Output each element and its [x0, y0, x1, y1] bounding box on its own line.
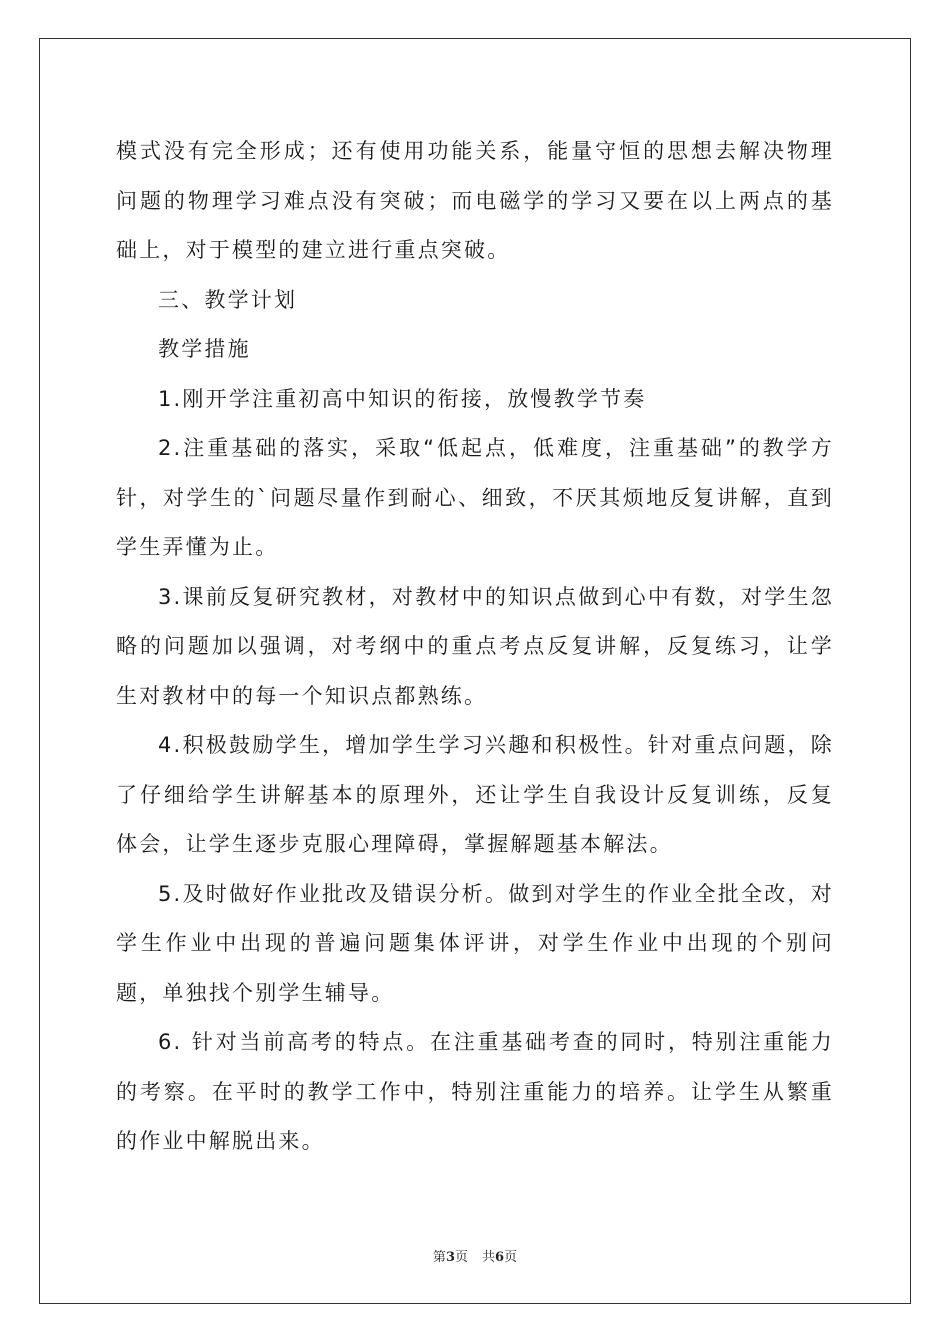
total-prefix: 共: [482, 1250, 496, 1265]
page-suffix: 页: [454, 1250, 468, 1265]
page-number: 3: [445, 1250, 455, 1265]
list-item: 2.注重基础的落实，采取“低起点，低难度，注重基础”的教学方针，对学生的`问题尽量作到耐心、细致，不厌其烦地反复讲解，直到学生弄懂为止。: [116, 436, 834, 559]
page-footer: [0, 1246, 950, 1265]
list-item: 5.及时做好作业批改及错误分析。做到对学生的作业全批全改，对学生作业中出现的普遍问题集体评讲，对学生作业中出现的个别问题，单独找个别学生辅导。: [116, 881, 834, 1005]
list-item: 3.课前反复研究教材，对教材中的知识点做到心中有数，对学生忽略的问题加以强调，对考纲中的重点考点反复讲解，反复练习，让学生对教材中的每一个知识点都熟练。: [116, 584, 834, 708]
section-heading: 三、教学计划: [158, 287, 298, 312]
subsection-heading: 教学措施: [158, 337, 251, 361]
page-prefix: 第: [432, 1250, 446, 1265]
document-body: [116, 127, 834, 1167]
list-item: 1.刚开学注重初高中知识的衔接，放慢教学节奏: [158, 386, 647, 411]
total-pages: 6: [495, 1250, 505, 1265]
list-item: 6. 针对当前高考的特点。在注重基础考查的同时，特别注重能力的考察。在平时的教学工作中，特别注重能力的培养。让学生从繁重的作业中解脱出来。: [116, 1030, 834, 1153]
list-item: 4.积极鼓励学生，增加学生学习兴趣和积极性。针对重点问题，除了仔细给学生讲解基本的原理外，还让学生自我设计反复训练，反复体会，让学生逐步克服心理障碍，掌握解题基本解法。: [116, 733, 834, 856]
total-suffix: 页: [504, 1250, 518, 1265]
paragraph-continuation: 模式没有完全形成；还有使用功能关系，能量守恒的思想去解决物理问题的物理学习难点没有突破；而电磁学的学习又要在以上两点的基础上，对于模型的建立进行重点突破。: [116, 139, 834, 262]
